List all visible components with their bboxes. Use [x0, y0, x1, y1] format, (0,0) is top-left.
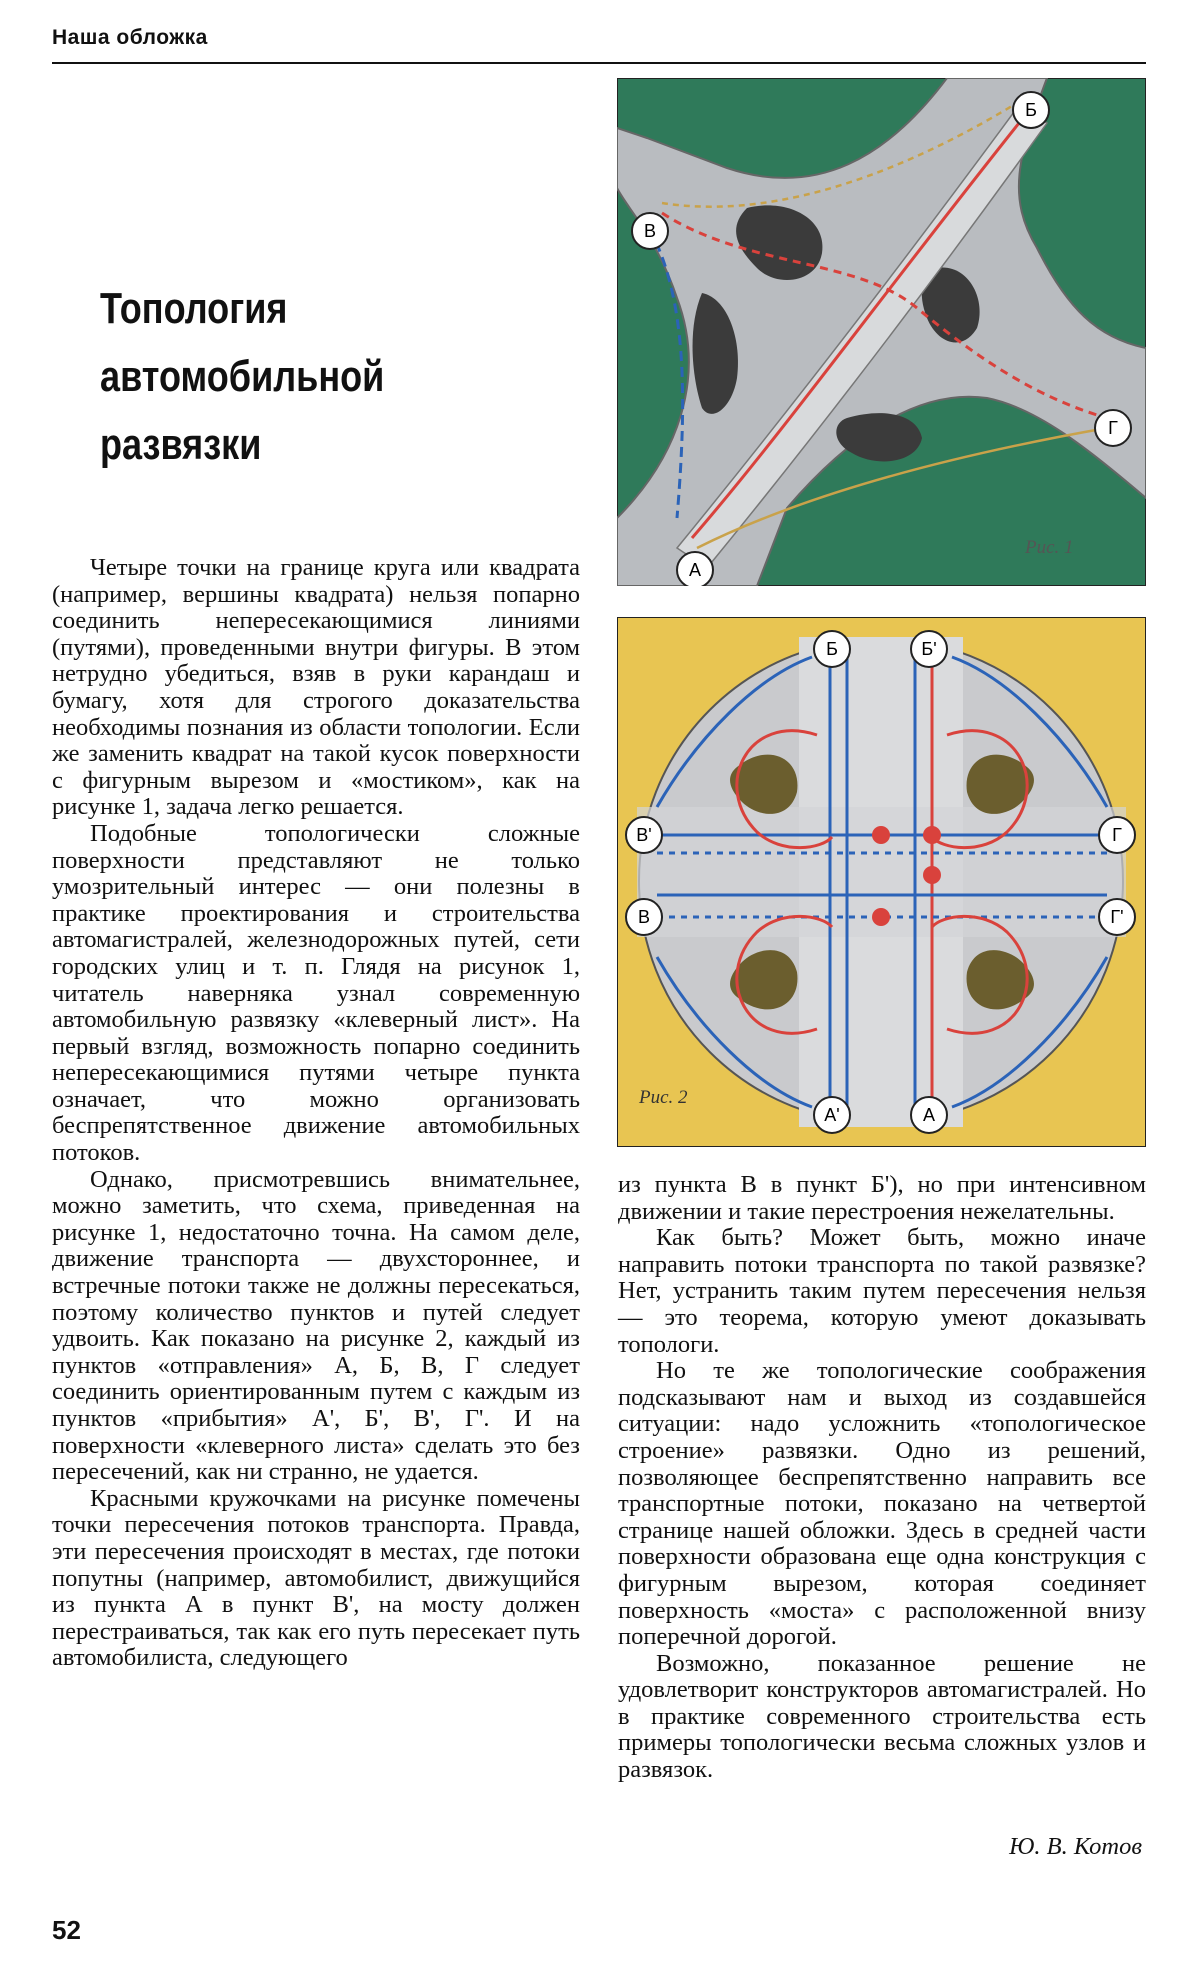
svg-text:Г: Г	[1112, 825, 1122, 845]
fig1-node-v	[632, 213, 668, 249]
fig1-node-b	[1013, 92, 1049, 128]
header-rule	[52, 62, 1146, 64]
figure-2-flows	[617, 617, 1146, 1147]
paragraph: Красными кружочками на рисунке помечены точки пересечения потоков транспорта. Правда, эти пересечения происходят в местах, где потоки попутны (например, автомобилист, движущийся из пункта А в пункт В', на мосту должен перестраиваться, так как его путь пересекает путь автомобилиста, следующего	[52, 1484, 580, 1672]
svg-text:В': В'	[636, 825, 652, 845]
svg-text:Б: Б	[1025, 100, 1037, 120]
body-column-left	[52, 555, 580, 1672]
fig2-crossing-3	[872, 908, 890, 926]
svg-text:А: А	[688, 560, 702, 580]
fig1-caption: Рис. 1	[1025, 537, 1074, 558]
svg-text:Б': Б'	[921, 639, 937, 659]
title-line-2: автомобильной	[100, 352, 385, 401]
fig2-node-v-prime	[626, 817, 662, 853]
svg-text:Г': Г'	[1110, 907, 1124, 927]
author-signature: Ю. В. Котов	[1009, 1833, 1142, 1860]
svg-text:А': А'	[824, 1105, 840, 1125]
fig1-node-a	[677, 552, 713, 586]
fig2-crossing-2	[923, 826, 941, 844]
body-column-right	[618, 1172, 1146, 1784]
svg-text:А: А	[922, 1105, 936, 1125]
paragraph: Но те же топологические соображения подсказывают нам и выход из создавшейся ситуации: надо усложнить «топологическое строение» развязки. Одно из решений, позволяющее беспрепятственно направить все транспортные потоки, показано на четвертой странице нашей обложки. Здесь в средней части поверхности образована еще одна конструкция с фигурным вырезом, которая соединяет поверхность «моста» с расположенной внизу поперечной дорогой.	[618, 1357, 1146, 1651]
paragraph: Подобные топологически сложные поверхности представляют не только умозрительный интерес — они полезны в практике проектирования и строительства автомагистралей, железнодорожных путей, сети городских улиц и т. п. Глядя на рисунок 1, читатель наверняка узнал современную автомобильную развязку «клеверный лист». На первый взгляд, возможность попарно соединить непересекающимися путями четыре пункта означает, что можно организовать беспрепятственное движение автомобильных потоков.	[52, 819, 580, 1167]
fig2-node-g-prime	[1099, 899, 1135, 935]
svg-text:Б: Б	[826, 639, 838, 659]
page-number: 52	[52, 1915, 81, 1945]
paragraph: Возможно, показанное решение не удовлетворит конструкторов автомагистралей. Но в практике современного строительства есть примеры топологически весьма сложных узлов и развязок.	[618, 1649, 1146, 1784]
svg-text:В: В	[643, 221, 657, 241]
paragraph: из пункта В в пункт Б'), но при интенсивном движении и такие перестроения нежелательны.	[618, 1171, 1146, 1225]
fig2-crossing-4	[923, 866, 941, 884]
svg-text:В: В	[637, 907, 651, 927]
paragraph: Четыре точки на границе круга или квадрата (например, вершины квадрата) нельзя попарно соединить непересекающимися линиями (путями), проведенными внутри фигуры. В этом нетрудно убедиться, взяв в руки карандаш и бумагу, хотя для строгого доказательства необходимы познания из области топологии. Если же заменить квадрат на такой кусок поверхности с фигурным вырезом и «мостиком», как на рисунке 1, задача легко решается.	[52, 554, 580, 821]
title-line-3: развязки	[100, 420, 262, 469]
article-title	[100, 275, 494, 479]
fig2-crossing-1	[872, 826, 890, 844]
fig2-node-b-prime	[911, 631, 947, 667]
fig2-node-a-prime	[814, 1097, 850, 1133]
fig2-node-a	[911, 1097, 947, 1133]
paragraph: Однако, присмотревшись внимательнее, можно заметить, что схема, приведенная на рисунке 1, недостаточно точна. На самом деле, движение транспорта — двухстороннее, и встречные потоки также не должны пересекаться, поэтому количество пунктов и путей следует удвоить. Как показано на рисунке 2, каждый из пунктов «отправления» А, Б, В, Г следует соединить ориентированным путем с каждым из пунктов «прибытия» А', Б', В', Г'. И на поверхности «клеверного листа» сделать это без пересечений, как ни странно, не удается.	[52, 1165, 580, 1486]
fig2-node-b	[814, 631, 850, 667]
title-line-1: Топология	[100, 284, 288, 333]
fig2-node-v	[626, 899, 662, 935]
svg-text:Г: Г	[1108, 418, 1118, 438]
section-label: Наша обложка	[52, 26, 208, 49]
figure-1-cloverleaf	[617, 78, 1146, 586]
fig2-node-g	[1099, 817, 1135, 853]
paragraph: Как быть? Может быть, можно иначе направить потоки транспорта по такой развязке? Нет, устранить таким путем пересечения нельзя — это теорема, которую умеют доказывать топологи.	[618, 1224, 1146, 1358]
fig2-caption: Рис. 2	[639, 1087, 688, 1108]
fig1-node-g	[1095, 410, 1131, 446]
